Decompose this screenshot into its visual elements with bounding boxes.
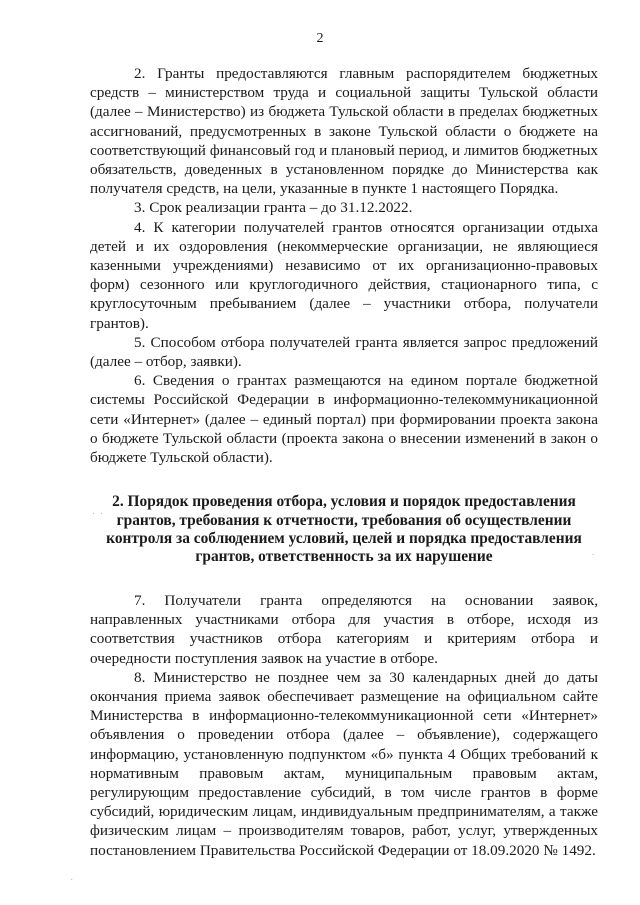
paragraph-5: 5. Способом отбора получателей гранта является запрос предложений (далее – отбор, заявки). [90, 333, 598, 371]
section-heading: 2. Порядок проведения отбора, условия и порядок предоставления грантов, требования к отчетности, требования об осуществлении контроля за соблюдением условий, целей и порядка предоставления грантов, ответственность за их нарушение [106, 493, 582, 566]
page-number: 2 [316, 31, 324, 46]
document-body [90, 64, 598, 860]
paragraph-8: 8. Министерство не позднее чем за 30 календарных дней до даты окончания приема заявок обеспечивает размещение на официальном сайте Министерства в информационно-телекоммуникационной сети «Интернет» объявления о проведении отбора (далее – объявление), содержащего информацию, установленную подпунктом «б» пункта 4 Общих требований к нормативным правовым актам, муниципальным правовым актам, регулирующим предоставление субсидий, в том числе грантов в форме субсидий, юридическим лицам, индивидуальным предпринимателям, а также физическим лицам – производителям товаров, работ, услуг, утвержденных постановлением Правительства Российской Федерации от 18.09.2020 № 1492. [90, 668, 598, 859]
paragraph-7: 7. Получатели гранта определяются на основании заявок, направленных участниками отбора для участия в отборе, исходя из соответствия участников отбора категориям и критериям отбора и очередности поступления заявок на участие в отборе. [90, 591, 598, 667]
paragraph-6: 6. Сведения о грантах размещаются на едином портале бюджетной системы Российской Федерации в информационно-телекоммуникационной сети «Интернет» (далее – единый портал) при формировании проекта закона о бюджете Тульской области (проекта закона о внесении изменений в закон о бюджете Тульской области). [90, 372, 598, 467]
paragraph-3: 3. Срок реализации гранта – до 31.12.2022. [134, 199, 413, 217]
paragraph-4: 4. К категории получателей грантов относятся организации отдыха детей и их оздоровления (некоммерческие организации, не являющиеся казенными учреждениями) независимо от их организационно-правовых форм) сезонного или круглогодичного действия, стационарного типа, с круглосуточным пребыванием (далее – участники отбора, получатели грантов). [90, 218, 598, 332]
scan-mark: · [70, 875, 75, 886]
scan-mark: . [592, 547, 596, 558]
paragraph-2: 2. Гранты предоставляются главным распорядителем бюджетных средств – министерством труда и социальной защиты Тульской области (далее – Министерство) из бюджета Тульской области в пределах бюджетных ассигнований, предусмотренных в законе Тульской области о бюджете на соответствующий финансовый год и плановый период, и лимитов бюджетных обязательств, доведенных в установленном порядке до Министерства как получателя средств, на цели, указанные в пункте 1 настоящего Порядка. [90, 65, 598, 198]
scan-mark: · · [92, 509, 105, 520]
